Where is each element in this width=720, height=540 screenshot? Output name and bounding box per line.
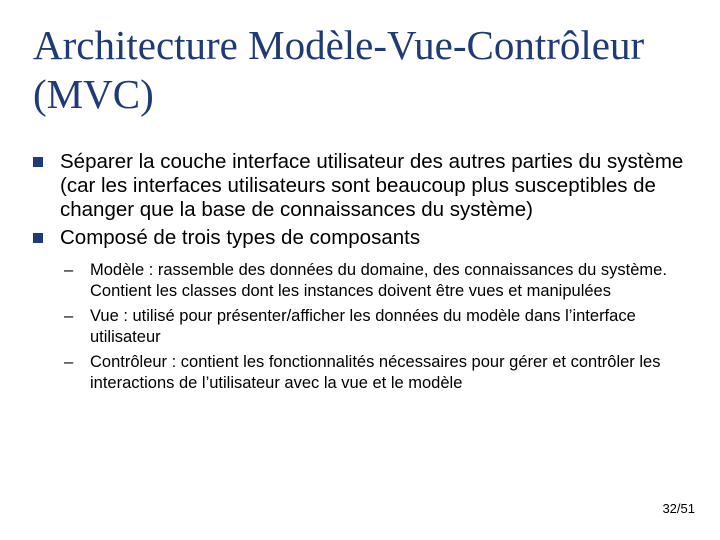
square-bullet-icon — [33, 157, 43, 167]
bullet-item — [0, 150, 690, 222]
slide-body — [0, 150, 720, 398]
page-number: 32/51 — [662, 501, 695, 516]
sub-bullet-item — [0, 352, 680, 394]
sub-bullet-item — [0, 260, 680, 302]
slide-title: Architecture Modèle-Vue-Contrôleur (MVC) — [33, 22, 645, 117]
sub-bullet-list — [0, 260, 720, 394]
dash-marker: – — [64, 261, 74, 279]
dash-marker: – — [64, 307, 74, 325]
sub-bullet-text: Vue : utilisé pour présenter/afficher les données du modèle dans l’interface utilisateur — [90, 307, 636, 346]
square-bullet-icon — [33, 233, 43, 243]
sub-bullet-item — [0, 306, 680, 348]
bullet-text: Composé de trois types de composants — [60, 226, 421, 249]
sub-bullet-text: Modèle : rassemble des données du domaine, des connaissances du système. Contient les classes dont les instances doivent être vues et manipulées — [90, 261, 667, 300]
bullet-text: Séparer la couche interface utilisateur des autres parties du système (car les interfaces utilisateurs sont beaucoup plus susceptibles de changer que la base de connaissances du système) — [60, 150, 684, 221]
sub-bullet-text: Contrôleur : contient les fonctionnalités nécessaires pour gérer et contrôler les interactions de l’utilisateur avec la vue et le modèle — [90, 353, 661, 392]
bullet-item — [0, 226, 690, 250]
dash-marker: – — [64, 353, 74, 371]
